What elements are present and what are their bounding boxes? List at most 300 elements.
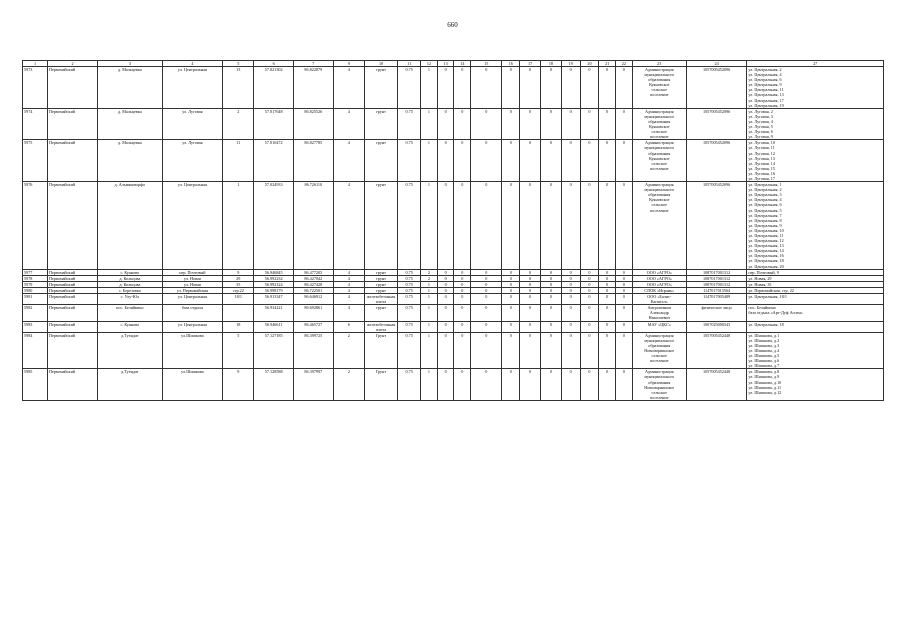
surface-cell: грунт: [364, 281, 397, 287]
street-cell: ул. Луговая: [162, 140, 222, 182]
col14-cell: 0: [454, 321, 471, 332]
col14-cell: 0: [454, 369, 471, 401]
locality-cell: д. Кольцова: [98, 275, 163, 281]
col14-cell: 0: [454, 269, 471, 275]
address-line: ул. Шишкова, д.10: [748, 379, 782, 385]
area-cell: 0.75: [398, 269, 421, 275]
address-line: ул. Центральная, 16: [748, 253, 784, 259]
col18-cell: 0: [540, 269, 561, 275]
district-cell: Первомайский: [48, 67, 98, 109]
owner-cell: [632, 294, 686, 305]
col19-cell: 0: [561, 275, 580, 281]
address-line: ул. Шишкова, д.3: [748, 342, 780, 348]
col15-cell: 0: [471, 108, 502, 140]
ogrn-cell: 1057005452096: [686, 108, 746, 140]
row-id: 5980: [23, 287, 48, 293]
col16-cell: 0: [502, 281, 520, 287]
col16-cell: 0: [502, 294, 520, 305]
column-number: 27: [747, 61, 884, 67]
col16-cell: 0: [502, 321, 520, 332]
col22-cell: 0: [616, 294, 633, 305]
owner-line: поселение: [650, 394, 669, 400]
col13-cell: 0: [437, 182, 454, 270]
col20-cell: 0: [580, 287, 599, 293]
street-cell: ул.Шишкова: [162, 332, 222, 369]
house-cell: 2: [223, 108, 254, 140]
col9-cell: 4: [333, 294, 364, 305]
col12-cell: 1: [421, 67, 438, 109]
surface-cell: грунт: [364, 269, 397, 275]
ogrn-cell: 1087017001312: [686, 269, 746, 275]
col13-cell: 0: [437, 294, 454, 305]
area-cell: 0.75: [398, 369, 421, 401]
latitude-cell: 56.946845: [254, 269, 294, 275]
ogrn-cell: 1057005452096: [686, 140, 746, 182]
locality-cell: д. Мальцевка: [98, 140, 163, 182]
address-line: ул. Центральная, 11: [748, 233, 784, 238]
col19-cell: 0: [561, 67, 580, 109]
column-number: 1: [23, 61, 48, 67]
col14-cell: 0: [454, 275, 471, 281]
col20-cell: 0: [580, 140, 599, 182]
owner-line: Администрация: [644, 67, 674, 72]
address-line: ул. Центральная, 11: [748, 87, 784, 93]
owner-line: поселение: [650, 207, 669, 213]
col18-cell: 0: [540, 281, 561, 287]
latitude-cell: 57.128588: [254, 369, 294, 401]
owner-line: Администрация: [644, 182, 674, 188]
col13-cell: 0: [437, 321, 454, 332]
street-cell: ул. Новая: [162, 275, 222, 281]
col12-cell: 1: [421, 182, 438, 270]
owner-line: образования: [648, 150, 671, 156]
area-cell: 0.75: [398, 67, 421, 109]
owner-line: сельское: [651, 353, 667, 359]
col13-cell: 0: [437, 140, 454, 182]
col9-cell: 4: [333, 67, 364, 109]
col19-cell: 0: [561, 281, 580, 287]
table-row: [23, 108, 884, 140]
district-cell: Первомайский: [48, 305, 98, 321]
locality-cell: пос. Беляйкино: [98, 305, 163, 321]
ogrn-cell: 1057005452448: [686, 332, 746, 369]
owner-line: ООО «АГРО»: [646, 275, 672, 281]
registry-table: [22, 60, 884, 401]
col20-cell: 0: [580, 108, 599, 140]
locality-cell: д. Альмяковорфо: [98, 182, 163, 270]
col22-cell: 0: [616, 140, 633, 182]
address-line: ул. Луговая, 4: [748, 118, 773, 124]
owner-cell: [632, 305, 686, 321]
street-cell: ул. Новая: [162, 281, 222, 287]
street-cell: пер. Почтовый: [162, 269, 222, 275]
longitude-cell: 86.427042: [294, 275, 334, 281]
address-line: ул. Центральная, 13: [748, 92, 784, 98]
house-cell: 35: [223, 281, 254, 287]
address-line: ул. Шишкова, д.12: [748, 389, 782, 395]
ogrn-cell: 1147017005409: [686, 294, 746, 305]
district-cell: Первомайский: [48, 275, 98, 281]
owner-line: Новомариинское: [644, 347, 675, 353]
owner-line: муниципального: [644, 113, 675, 119]
longitude-cell: 86.399725: [294, 332, 334, 369]
col15-cell: 0: [471, 287, 502, 293]
col9-cell: 4: [333, 281, 364, 287]
address-line: ул. Луговая, 17: [748, 175, 775, 181]
addresses-cell: [747, 294, 884, 305]
owner-line: МАУ «ЦКС»: [647, 321, 671, 327]
col22-cell: 0: [616, 305, 633, 321]
col16-cell: 0: [502, 67, 520, 109]
column-number: 15: [471, 61, 502, 67]
ogrn-cell: 1147017013564: [686, 287, 746, 293]
col14-cell: 0: [454, 281, 471, 287]
table-row: [23, 332, 884, 369]
address-line: ул. Центральная, 18: [748, 321, 784, 327]
area-cell: 0.75: [398, 281, 421, 287]
owner-line: поселение: [650, 134, 669, 140]
house-cell: стр.22: [223, 287, 254, 293]
col13-cell: 0: [437, 269, 454, 275]
owner-line: сельское: [651, 129, 667, 135]
col18-cell: 0: [540, 321, 561, 332]
col22-cell: 0: [616, 108, 633, 140]
col12-cell: 1: [421, 369, 438, 401]
address-line: ул. Луговая, 3: [748, 113, 773, 119]
col21-cell: 0: [599, 140, 616, 182]
col21-cell: 0: [599, 332, 616, 369]
col9-cell: 6: [333, 321, 364, 332]
addresses-cell: [747, 108, 884, 140]
col16-cell: 0: [502, 182, 520, 270]
col21-cell: 0: [599, 269, 616, 275]
surface-cell: Грунт: [364, 332, 397, 369]
owner-line: сельское: [651, 87, 667, 93]
column-number: 18: [540, 61, 561, 67]
owner-line: Администрация: [644, 369, 674, 375]
col20-cell: 0: [580, 281, 599, 287]
owner-line: Администрация: [644, 332, 674, 338]
addresses-cell: [747, 369, 884, 401]
col22-cell: 0: [616, 275, 633, 281]
col16-cell: 0: [502, 332, 520, 369]
col15-cell: 0: [471, 321, 502, 332]
street-cell: ул. Центральная: [162, 182, 222, 270]
locality-cell: д. Мальцевка: [98, 108, 163, 140]
address-line: ул. Шишкова, д.9: [748, 374, 780, 380]
owner-cell: [632, 67, 686, 109]
row-id: 5982: [23, 305, 48, 321]
col12-cell: 1: [421, 140, 438, 182]
owner-line: ООО «Балис-: [647, 294, 672, 300]
col16-cell: 0: [502, 369, 520, 401]
column-number: 13: [437, 61, 454, 67]
address-line: ул. Центральная, 5: [748, 207, 782, 213]
owner-cell: [632, 182, 686, 270]
col20-cell: 0: [580, 67, 599, 109]
col19-cell: 0: [561, 294, 580, 305]
col18-cell: 0: [540, 108, 561, 140]
col19-cell: 0: [561, 269, 580, 275]
address-line: ул. Центральная, 1: [748, 182, 782, 188]
addresses-cell: [747, 332, 884, 369]
col16-cell: 0: [502, 305, 520, 321]
longitude-cell: 86.477205: [294, 269, 334, 275]
surface-cell: железобетонная плита: [364, 321, 397, 332]
surface-cell: грунт: [364, 140, 397, 182]
address-line: ул. Новая, 29: [748, 275, 772, 281]
col20-cell: 0: [580, 269, 599, 275]
surface-cell: железобетонная плита: [364, 294, 397, 305]
address-line: ул. Центральная, 4: [748, 197, 782, 203]
area-cell: 0.75: [398, 294, 421, 305]
address-line: ул. Шишкова, д.5: [748, 353, 780, 359]
col19-cell: 0: [561, 369, 580, 401]
col19-cell: 0: [561, 305, 580, 321]
col13-cell: 0: [437, 332, 454, 369]
col12-cell: 1: [421, 108, 438, 140]
district-cell: Первомайский: [48, 321, 98, 332]
row-id: 5983: [23, 321, 48, 332]
column-number: 11: [398, 61, 421, 67]
col18-cell: 0: [540, 182, 561, 270]
longitude-cell: 86.827785: [294, 140, 334, 182]
row-id: 5985: [23, 369, 48, 401]
owner-line: ООО «АГРО»: [646, 281, 672, 287]
locality-cell: д. Мальцевка: [98, 67, 163, 109]
latitude-cell: 56.992234: [254, 275, 294, 281]
col20-cell: 0: [580, 305, 599, 321]
owner-line: образования: [648, 379, 671, 385]
col9-cell: 4: [333, 140, 364, 182]
district-cell: Первомайский: [48, 182, 98, 270]
col15-cell: 0: [471, 369, 502, 401]
address-line: ул. Шишкова, д.7: [748, 363, 780, 369]
column-number: 22: [616, 61, 633, 67]
owner-cell: [632, 321, 686, 332]
col9-cell: 4: [333, 269, 364, 275]
locality-cell: д.Туендат: [98, 332, 163, 369]
col21-cell: 0: [599, 305, 616, 321]
address-line: ул. Центральная, 9: [748, 222, 782, 228]
col12-cell: 1: [421, 305, 438, 321]
col22-cell: 0: [616, 287, 633, 293]
col18-cell: 0: [540, 67, 561, 109]
house-cell: 18: [223, 321, 254, 332]
owner-line: сельское: [651, 160, 667, 166]
longitude-cell: 86.397997: [294, 369, 334, 401]
col20-cell: 0: [580, 321, 599, 332]
registry-body: [23, 61, 884, 401]
table-row: [23, 67, 884, 109]
col21-cell: 0: [599, 281, 616, 287]
area-cell: 0.75: [398, 140, 421, 182]
address-line: ул. Центральная, 2: [748, 187, 782, 193]
address-line: база отдыха «Арт-Дуф Аспен»: [748, 310, 803, 316]
col15-cell: 0: [471, 281, 502, 287]
col16-cell: 0: [502, 269, 520, 275]
district-cell: Первомайский: [48, 287, 98, 293]
ogrn-cell: 1057005452448: [686, 369, 746, 401]
owner-line: Куяновское: [649, 155, 670, 161]
row-id: 5984: [23, 332, 48, 369]
owner-line: Администрация: [644, 140, 674, 146]
address-line: пер. Почтовый, 9: [748, 269, 779, 275]
col15-cell: 0: [471, 140, 502, 182]
locality-cell: д. Кольцова: [98, 281, 163, 287]
longitude-cell: 86.692861: [294, 305, 334, 321]
surface-cell: грунт: [364, 108, 397, 140]
area-cell: 0.75: [398, 108, 421, 140]
col21-cell: 0: [599, 108, 616, 140]
address-line: ул. Шишкова, д.11: [748, 384, 782, 390]
owner-line: поселение: [650, 358, 669, 364]
col21-cell: 0: [599, 287, 616, 293]
column-number: 14: [454, 61, 471, 67]
col13-cell: 0: [437, 369, 454, 401]
ogrn-cell: физическое лицо: [686, 305, 746, 321]
address-line: ул. Центральная, 17: [748, 97, 784, 103]
col18-cell: 0: [540, 305, 561, 321]
surface-cell: грунт: [364, 305, 397, 321]
col16-cell: 0: [502, 287, 520, 293]
row-id: 5977: [23, 269, 48, 275]
surface-cell: грунт: [364, 182, 397, 270]
addresses-cell: [747, 140, 884, 182]
owner-cell: [632, 108, 686, 140]
owner-line: сельское: [651, 202, 667, 208]
table-row: [23, 294, 884, 305]
owner-line: поселение: [650, 165, 669, 171]
col13-cell: 0: [437, 281, 454, 287]
column-number: 3: [98, 61, 163, 67]
col12-cell: 1: [421, 332, 438, 369]
house-cell: 18/1: [223, 294, 254, 305]
addresses-cell: [747, 321, 884, 332]
row-id: 5974: [23, 108, 48, 140]
latitude-cell: 57.016472: [254, 140, 294, 182]
owner-line: Администрация: [644, 108, 674, 114]
col17-cell: 0: [520, 287, 541, 293]
ogrn-cell: 1057005452096: [686, 67, 746, 109]
address-line: ул. Первомайская, стр. 22: [748, 287, 794, 293]
col19-cell: 0: [561, 332, 580, 369]
latitude-cell: 56.913347: [254, 294, 294, 305]
col17-cell: 0: [520, 67, 541, 109]
col20-cell: 0: [580, 294, 599, 305]
address-line: ул. Центральная, 2: [748, 67, 782, 72]
col15-cell: 0: [471, 269, 502, 275]
col17-cell: 0: [520, 140, 541, 182]
area-cell: 0.75: [398, 287, 421, 293]
owner-line: Новомариинское: [644, 384, 675, 390]
col22-cell: 0: [616, 281, 633, 287]
col19-cell: 0: [561, 321, 580, 332]
street-cell: ул.Шишкова: [162, 369, 222, 401]
col13-cell: 0: [437, 67, 454, 109]
address-line: ул. Шишкова, д.1: [748, 332, 780, 338]
col13-cell: 0: [437, 275, 454, 281]
locality-cell: с. Березовка: [98, 287, 163, 293]
latitude-cell: 56.992124: [254, 281, 294, 287]
surface-cell: грунт: [364, 67, 397, 109]
district-cell: Первомайский: [48, 140, 98, 182]
owner-line: образования: [648, 342, 671, 348]
col21-cell: 0: [599, 182, 616, 270]
col15-cell: 0: [471, 332, 502, 369]
latitude-cell: 57.017648: [254, 108, 294, 140]
house-cell: 9: [223, 369, 254, 401]
col19-cell: 0: [561, 287, 580, 293]
address-line: ул. Шишкова, д.2: [748, 337, 780, 343]
house-cell: 1: [223, 182, 254, 270]
house-cell: 13: [223, 67, 254, 109]
longitude-cell: 86.726110: [294, 182, 334, 270]
col14-cell: 0: [454, 332, 471, 369]
owner-line: ООО «АГРО»: [646, 269, 672, 275]
col14-cell: 0: [454, 294, 471, 305]
col14-cell: 0: [454, 140, 471, 182]
column-number: 6: [254, 61, 294, 67]
column-number: 7: [294, 61, 334, 67]
col20-cell: 0: [580, 275, 599, 281]
col21-cell: 0: [599, 294, 616, 305]
longitude-cell: 86.825526: [294, 108, 334, 140]
col13-cell: 0: [437, 287, 454, 293]
owner-line: муниципального: [644, 187, 675, 193]
col18-cell: 0: [540, 140, 561, 182]
column-number: 20: [580, 61, 599, 67]
col9-cell: 4: [333, 275, 364, 281]
locality-cell: с. Куяново: [98, 269, 163, 275]
latitude-cell: 56.934221: [254, 305, 294, 321]
district-cell: Первомайский: [48, 269, 98, 275]
col12-cell: 1: [421, 287, 438, 293]
address-line: ул. Шишкова, д.6: [748, 358, 780, 364]
col18-cell: 0: [540, 287, 561, 293]
col18-cell: 0: [540, 369, 561, 401]
longitude-cell: 86.822879: [294, 67, 334, 109]
col12-cell: 2: [421, 269, 438, 275]
owner-line: СПОК «Игрань»: [644, 287, 675, 293]
col22-cell: 0: [616, 321, 633, 332]
col21-cell: 0: [599, 321, 616, 332]
house-cell: 5: [223, 332, 254, 369]
address-line: ул. Центральная, 14: [748, 248, 784, 254]
address-line: ул. Центральная, 10: [748, 227, 784, 233]
col9-cell: 2: [333, 369, 364, 401]
col16-cell: 0: [502, 275, 520, 281]
col12-cell: 2: [421, 275, 438, 281]
owner-line: муниципального: [644, 374, 675, 380]
col17-cell: 0: [520, 269, 541, 275]
owner-line: сельское: [651, 389, 667, 395]
longitude-cell: 86.465727: [294, 321, 334, 332]
district-cell: Первомайский: [48, 294, 98, 305]
column-number: 23: [632, 61, 686, 67]
ogrn-cell: 1057005452096: [686, 182, 746, 270]
addresses-cell: [747, 182, 884, 270]
area-cell: 0.75: [398, 305, 421, 321]
row-id: 5973: [23, 67, 48, 109]
house-cell: 9: [223, 269, 254, 275]
address-line: ул. Шишкова, д.4: [748, 347, 780, 353]
address-line: ул. Центральная, 13: [748, 243, 784, 249]
street-cell: ул. Центральная: [162, 294, 222, 305]
col12-cell: 1: [421, 294, 438, 305]
column-number: 2: [48, 61, 98, 67]
col18-cell: 0: [540, 332, 561, 369]
